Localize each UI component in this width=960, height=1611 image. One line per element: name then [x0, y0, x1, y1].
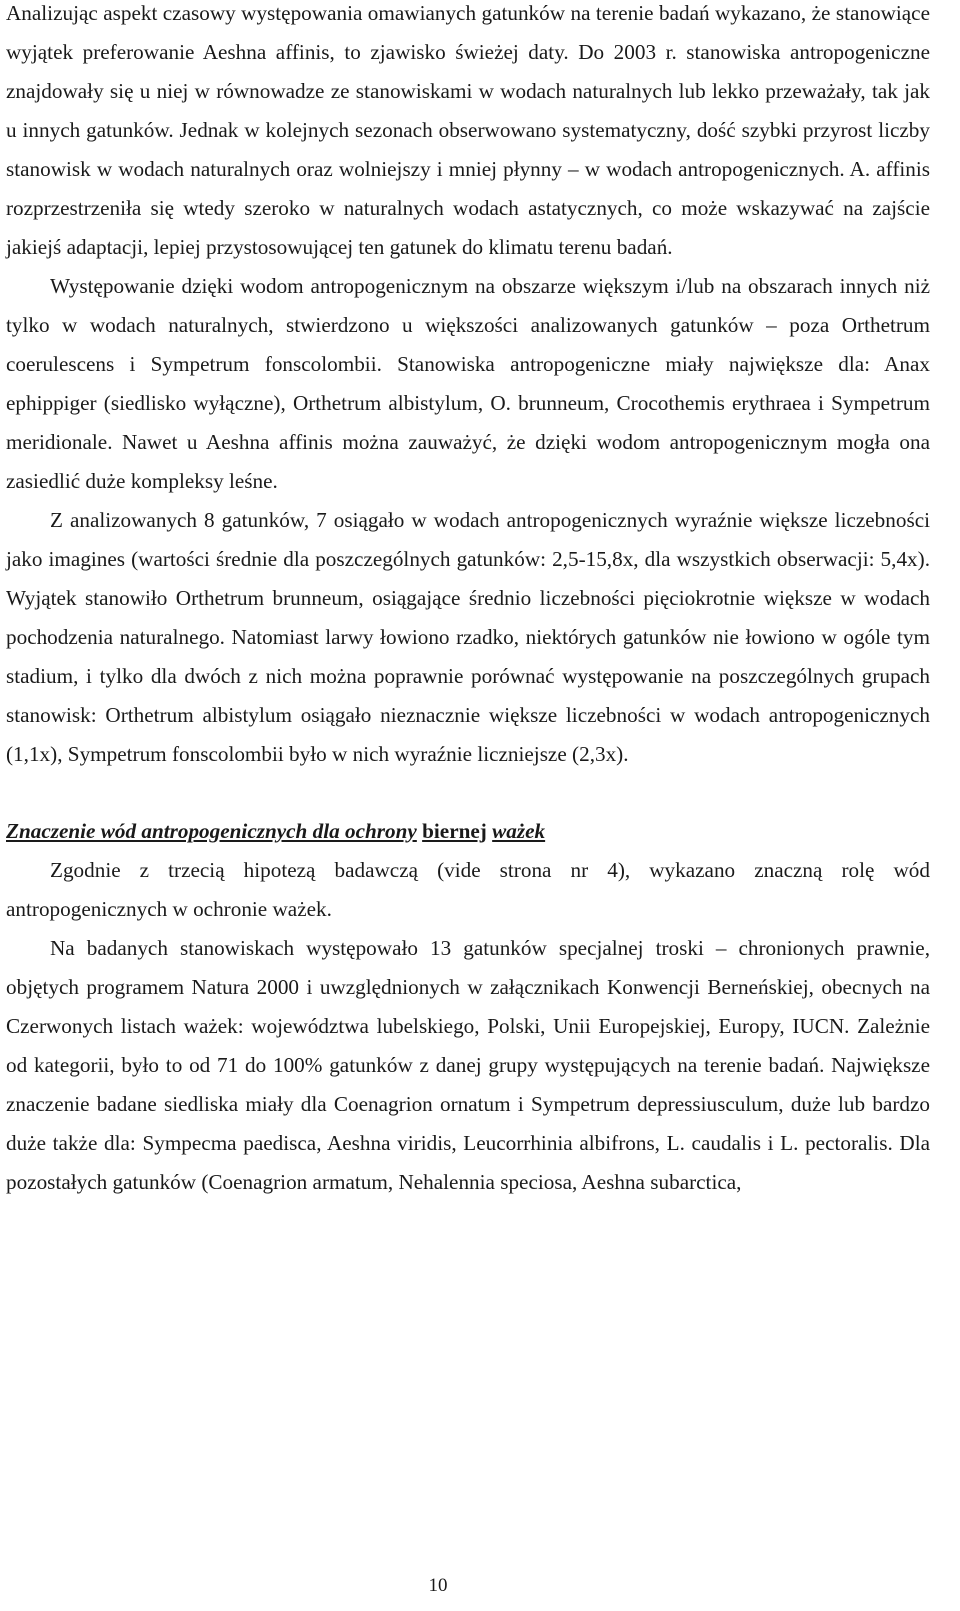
paragraph-hypothesis: Zgodnie z trzecią hipotezą badawczą (vide strona nr 4), wykazano znaczną rolę wód antropogenicznych w ochronie ważek.: [6, 858, 930, 921]
paragraph-temporal-aspect: Analizując aspekt czasowy występowania omawianych gatunków na terenie badań wykazano, że stanowiące wyjątek preferowanie Aeshna affinis, to zjawisko świeżej daty. Do 2003 r. stanowiska antropogeniczne znajdowały się u niej w równowadze ze stanowiskami w wodach naturalnych lub lekko przeważały, tak jak u innych gatunków. Jednak w kolejnych sezonach obserwowano systematyczny, dość szybki przyrost liczby stanowisk w wodach naturalnych oraz wolniejszy i mniej płynny – w wodach antropogenicznych. A. affinis rozprzestrzeniła się wtedy szeroko w naturalnych wodach astatycznych, co może wskazywać na zajście jakiejś adaptacji, lepiej przystosowującej ten gatunek do klimatu terenu badań.: [6, 1, 930, 259]
paragraph-protected-species: Na badanych stanowiskach występowało 13 gatunków specjalnej troski – chronionych prawnie, objętych programem Natura 2000 i uwzględnionych w załącznikach Konwencji Berneńskiej, obecnych na Czerwonych listach ważek: województwa lubelskiego, Polski, Unii Europejskiej, Europy, IUCN. Zależnie od kategorii, było to od 71 do 100% gatunków z danej grupy występujących na terenie badań. Największe znaczenie badane siedliska miały dla Coenagrion ornatum i Sympetrum depressiusculum, duże lub bardzo duże także dla: Sympecma paedisca, Aeshna viridis, Leucorrhinia albifrons, L. caudalis i L. pectoralis. Dla pozostałych gatunków (Coenagrion armatum, Nehalennia speciosa, Aeshna subarctica,: [6, 936, 930, 1194]
heading-part-2: biernej: [422, 819, 487, 843]
heading-part-1: Znaczenie wód antropogenicznych dla ochrony: [6, 819, 417, 843]
heading-part-3: ważek: [492, 819, 546, 843]
paragraph-abundance: Z analizowanych 8 gatunków, 7 osiągało w wodach antropogenicznych wyraźnie większe liczebności jako imagines (wartości średnie dla poszczególnych gatunków: 2,5-15,8x, dla wszystkich obserwacji: 5,4x). Wyjątek stanowiło Orthetrum brunneum, osiągające średnio liczebności pięciokrotnie większe w wodach pochodzenia naturalnego. Natomiast larwy łowiono rzadko, niektórych gatunków nie łowiono w ogóle tym stadium, i tylko dla dwóch z nich można poprawnie porównać występowanie na poszczególnych grupach stanowisk: Orthetrum albistylum osiągało nieznacznie większe liczebności w wodach antropogenicznych (1,1x), Sympetrum fonscolombii było w nich wyraźnie liczniejsze (2,3x).: [6, 508, 930, 766]
section-heading: [6, 812, 930, 851]
document-page: [6, 0, 930, 1202]
page-number: 10: [428, 1575, 448, 1596]
paragraph-occurrence: Występowanie dzięki wodom antropogenicznym na obszarze większym i/lub na obszarach innych niż tylko w wodach naturalnych, stwierdzono u większości analizowanych gatunków – poza Orthetrum coerulescens i Sympetrum fonscolombii. Stanowiska antropogeniczne miały największe dla: Anax ephippiger (siedlisko wyłączne), Orthetrum albistylum, O. brunneum, Crocothemis erythraea i Sympetrum meridionale. Nawet u Aeshna affinis można zauważyć, że dzięki wodom antropogenicznym mogła ona zasiedlić duże kompleksy leśne.: [6, 274, 930, 493]
